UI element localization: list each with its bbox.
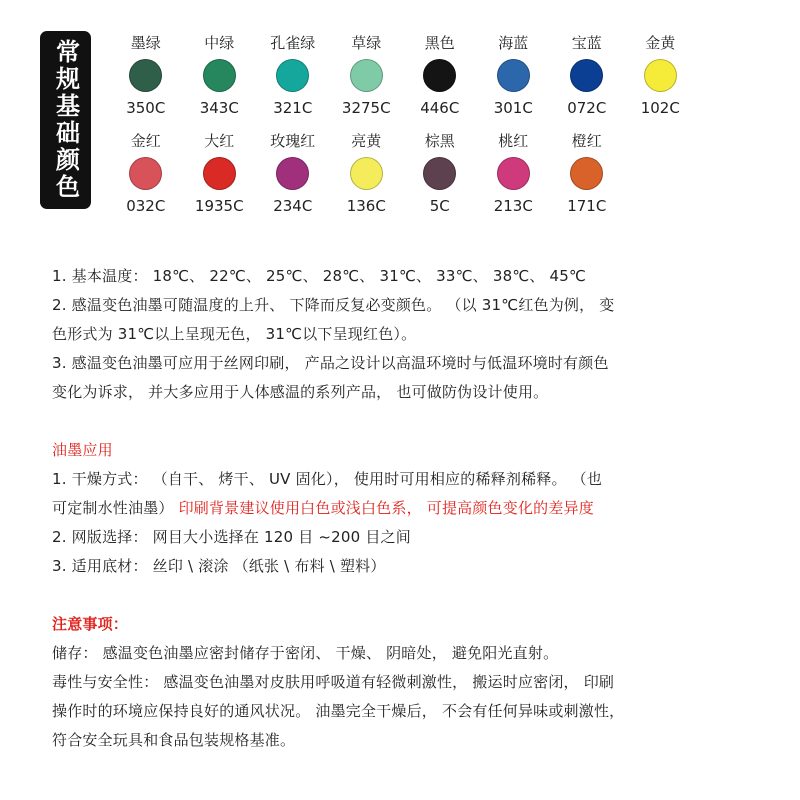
swatch-code: 446C <box>420 99 460 117</box>
swatch-color-dot <box>129 59 162 92</box>
color-swatch <box>109 33 183 131</box>
application-highlight: 印刷背景建议使用白色或浅白色系， 可提高颜色变化的差异度 <box>178 499 594 517</box>
swatch-code: 1935C <box>194 197 244 215</box>
swatch-code: 102C <box>640 99 680 117</box>
color-swatch <box>330 33 404 131</box>
swatch-code: 350C <box>126 99 166 117</box>
side-label-text: 常规基础颜色 <box>51 39 80 201</box>
notes-safety-a: 毒性与安全性： 感温变色油墨对皮肤用呼吸道有轻微刺激性， 搬运时应密闭， 印刷 <box>52 673 615 691</box>
application-line-2: 2. 网版选择： 网目大小选择在 120 目 ~200 目之间 <box>52 528 411 546</box>
swatch-code: 343C <box>199 99 239 117</box>
swatch-color-dot <box>644 59 677 92</box>
swatch-color-dot <box>350 59 383 92</box>
swatch-color-dot <box>129 157 162 190</box>
color-swatch <box>403 33 477 131</box>
application-line-1b <box>52 494 758 523</box>
swatch-color-dot <box>276 59 309 92</box>
swatch-name: 亮黄 <box>351 132 382 150</box>
swatch-name: 大红 <box>204 132 235 150</box>
swatch-code: 136C <box>346 197 386 215</box>
notes-storage: 储存： 感温变色油墨应密封储存于密闭、 干燥、 阴暗处， 避免阳光直射。 <box>52 644 559 662</box>
swatch-name: 海蓝 <box>498 34 529 52</box>
color-swatch <box>183 131 257 229</box>
color-swatch <box>477 33 551 131</box>
color-swatch <box>256 131 330 229</box>
color-swatch <box>550 131 624 229</box>
side-label-badge <box>40 31 91 209</box>
notes-safety-c: 符合安全玩具和食品包装规格基准。 <box>52 731 296 749</box>
swatch-name: 金黄 <box>645 34 676 52</box>
swatch-name: 草绿 <box>351 34 382 52</box>
application-line-3: 3. 适用底材： 丝印 \ 滚涂 （纸张 \ 布料 \ 塑料） <box>52 557 386 575</box>
color-swatch <box>183 33 257 131</box>
swatch-color-dot <box>350 157 383 190</box>
swatch-name: 橙红 <box>571 132 602 150</box>
info-line-3a: 3. 感温变色油墨可应用于丝网印刷， 产品之设计以高温环境时与低温环境时有颜色 <box>52 354 609 372</box>
swatch-name: 金红 <box>130 132 161 150</box>
swatch-name: 桃红 <box>498 132 529 150</box>
swatch-name: 墨绿 <box>130 34 161 52</box>
temperature-line: 1. 基本温度： 18℃、 22℃、 25℃、 28℃、 31℃、 33℃、 38℃、 45℃ <box>52 267 587 285</box>
color-swatch <box>330 131 404 229</box>
info-line-3b: 变化为诉求， 并大多应用于人体感温的系列产品， 也可做防伪设计使用。 <box>52 383 549 401</box>
swatch-color-dot <box>276 157 309 190</box>
swatch-name: 黑色 <box>424 34 455 52</box>
color-swatch <box>550 33 624 131</box>
swatch-row <box>109 131 709 229</box>
swatch-code: 234C <box>273 197 313 215</box>
swatch-name: 玫瑰红 <box>270 132 316 150</box>
application-line-1b-prefix: 可定制水性油墨） <box>52 499 174 517</box>
swatch-name: 棕黑 <box>424 132 455 150</box>
color-swatch <box>256 33 330 131</box>
swatch-code: 301C <box>493 99 533 117</box>
swatch-color-dot <box>203 59 236 92</box>
info-line-2b: 色形式为 31℃以上呈现无色， 31℃以下呈现红色）。 <box>52 325 417 343</box>
color-swatch <box>477 131 551 229</box>
swatch-color-dot <box>497 59 530 92</box>
color-swatch-grid <box>109 33 709 229</box>
swatch-color-dot <box>423 157 456 190</box>
swatch-code: 032C <box>126 197 166 215</box>
swatch-code: 171C <box>567 197 607 215</box>
swatch-code: 072C <box>567 99 607 117</box>
color-swatch <box>624 33 698 131</box>
swatch-code: 321C <box>273 99 313 117</box>
swatch-color-dot <box>570 59 603 92</box>
swatch-name: 孔雀绿 <box>270 34 316 52</box>
color-swatch <box>403 131 477 229</box>
notes-heading: 注意事项： <box>52 615 129 633</box>
swatch-code: 3275C <box>341 99 391 117</box>
application-heading: 油墨应用 <box>52 441 113 459</box>
notes-safety-b: 操作时的环境应保持良好的通风状况。 油墨完全干燥后， 不会有任何异味或刺激性， <box>52 702 625 720</box>
content-body <box>52 262 758 755</box>
color-swatch <box>109 131 183 229</box>
application-line-1a: 1. 干燥方式： （自干、 烤干、 UV 固化）， 使用时可用相应的稀释剂稀释。 （也 <box>52 470 603 488</box>
swatch-name: 中绿 <box>204 34 235 52</box>
swatch-color-dot <box>203 157 236 190</box>
swatch-color-dot <box>570 157 603 190</box>
swatch-code: 5C <box>429 197 450 215</box>
swatch-row <box>109 33 709 131</box>
swatch-name: 宝蓝 <box>571 34 602 52</box>
swatch-color-dot <box>497 157 530 190</box>
info-line-2a: 2. 感温变色油墨可随温度的上升、 下降而反复必变颜色。 （以 31℃红色为例， 变 <box>52 296 615 314</box>
swatch-color-dot <box>423 59 456 92</box>
swatch-code: 213C <box>493 197 533 215</box>
